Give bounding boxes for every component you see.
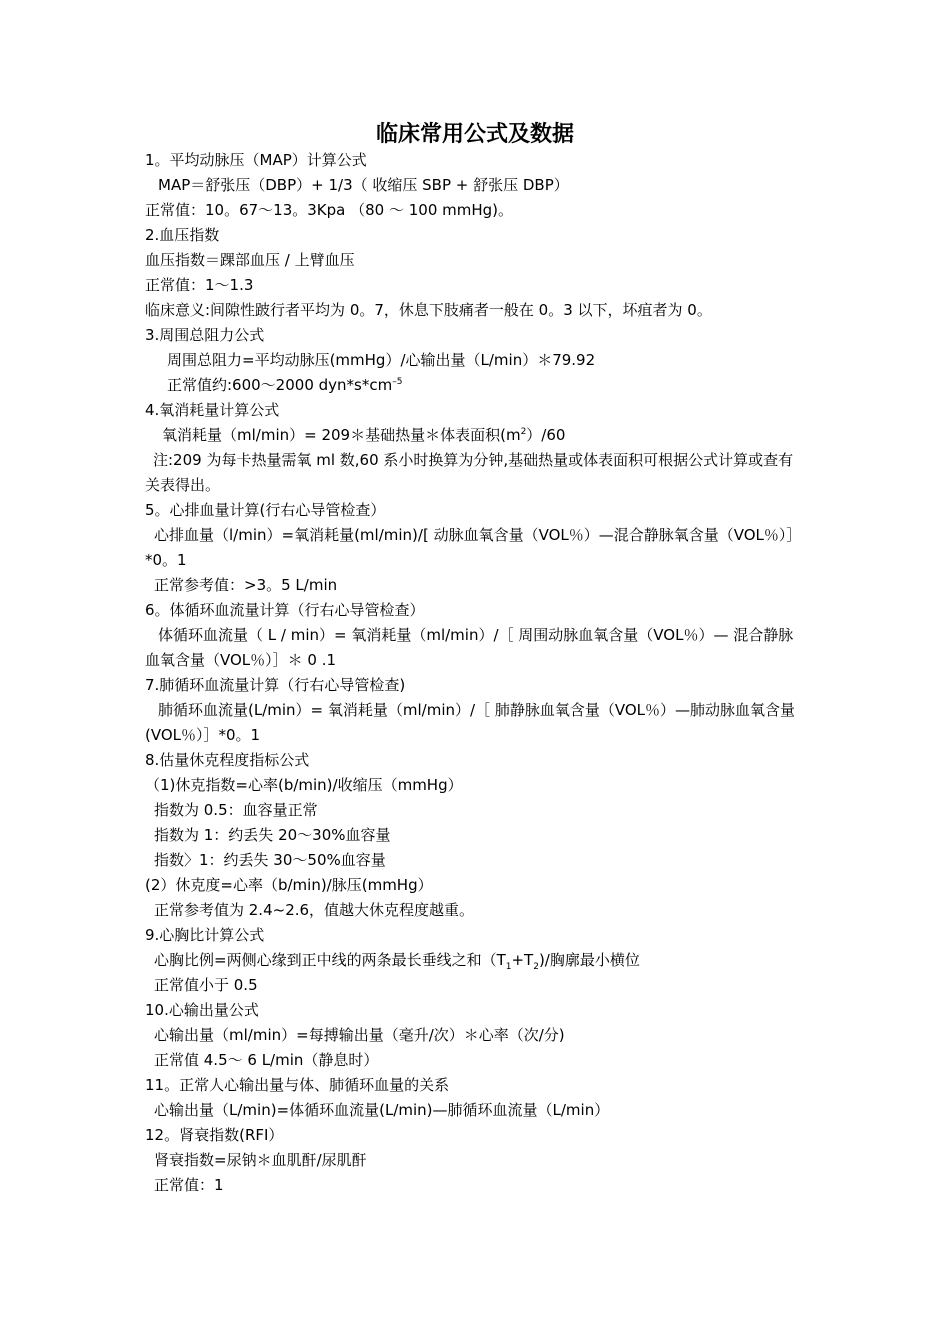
oxygen-consumption-formula xyxy=(145,423,805,448)
cardiac-output-normal: 正常值 4.5～ 6 L/min（静息时） xyxy=(154,1051,379,1069)
cardiac-output-formula: 心排血量（l/min）=氧消耗量(ml/min)/[ 动脉血氧含量（VOL％）—混合静脉氧含量（VOL％）］*0。1 xyxy=(145,526,802,569)
cardiac-output-reference: 正常参考值：>3。5 L/min xyxy=(154,576,338,594)
document-body xyxy=(145,148,805,1198)
oxygen-consumption-note: 注:209 为每卡热量需氧 ml 数,60 系小时换算为分钟,基础热量或体表面积可根据公式计算或查有关表得出。 xyxy=(145,451,794,494)
section-heading-2: 2.血压指数 xyxy=(145,226,220,244)
rfi-formula: 肾衰指数=尿钠＊血肌酐/尿肌酐 xyxy=(154,1151,367,1169)
cardiothoracic-ratio-normal: 正常值小于 0.5 xyxy=(154,976,258,994)
section-heading-3: 3.周围总阻力公式 xyxy=(145,326,265,344)
t1-subscript: 1 xyxy=(505,962,512,972)
map-normal-value: 正常值：10。67～13。3Kpa （80 ～ 100 mmHg)。 xyxy=(145,201,514,219)
shock-index-05: 指数为 0.5：血容量正常 xyxy=(154,801,318,819)
section-heading-12: 12。肾衰指数(RFI） xyxy=(145,1126,284,1144)
section-heading-10: 10.心输出量公式 xyxy=(145,1001,259,1019)
output-circulation-relation: 心输出量（L/min)=体循环血流量(L/min)—肺循环血流量（L/min） xyxy=(154,1101,610,1119)
resistance-normal-text: 正常值约:600～2000 dyn*s*cm xyxy=(167,376,393,394)
ctr-plus-t: +T xyxy=(511,951,534,969)
systemic-flow-formula: 体循环血流量（ L / min）= 氧消耗量（ml/min）/［ 周围动脉血氧含量（VOL％）— 混合静脉血氧含量（VOL％）］＊ 0 .1 xyxy=(145,626,794,669)
section-heading-11: 11。正常人心输出量与体、肺循环血量的关系 xyxy=(145,1076,450,1094)
resistance-formula: 周围总阻力=平均动脉压(mmHg）/心输出量（L/min）＊79.92 xyxy=(167,351,596,369)
map-formula: MAP＝舒张压（DBP）+ 1/3（ 收缩压 SBP + 舒张压 DBP） xyxy=(158,176,569,194)
oxygen-formula-tail: ）/60 xyxy=(526,426,566,444)
ctr-formula-tail: )/胸廓最小横位 xyxy=(538,951,640,969)
pulmonary-flow-formula: 肺循环血流量(L/min）= 氧消耗量（ml/min）/［ 肺静脉血氧含量（VOL％）—肺动脉血氧含量(VOL％）］*0。1 xyxy=(145,701,795,744)
shock-index-over-1: 指数〉1：约丢失 30～50%血容量 xyxy=(154,851,386,869)
section-heading-7: 7.肺循环血流量计算（行右心导管检查) xyxy=(145,676,406,694)
bp-index-clinical-meaning: 临床意义:间隙性跛行者平均为 0。7，休息下肢痛者一般在 0。3 以下，坏疽者为 0。 xyxy=(145,301,712,319)
section-heading-1: 1。平均动脉压（MAP）计算公式 xyxy=(145,151,367,169)
bp-index-formula: 血压指数＝踝部血压 / 上臂血压 xyxy=(145,251,355,269)
section-heading-6: 6。体循环血流量计算（行右心导管检查） xyxy=(145,601,425,619)
resistance-unit-exponent: –5 xyxy=(392,377,403,387)
shock-degree-formula: (2）休克度=心率（b/min)/脉压(mmHg） xyxy=(145,876,433,894)
section-heading-9: 9.心胸比计算公式 xyxy=(145,926,265,944)
cardiac-output-stroke-formula: 心输出量（ml/min）=每搏输出量（毫升/次）＊心率（次/分) xyxy=(154,1026,565,1044)
resistance-normal-value xyxy=(145,373,805,398)
section-heading-4: 4.氧消耗量计算公式 xyxy=(145,401,280,419)
oxygen-formula-text: 氧消耗量（ml/min）= 209＊基础热量＊体表面积(m xyxy=(162,426,521,444)
shock-index-1: 指数为 1：约丢失 20～30%血容量 xyxy=(154,826,391,844)
bp-index-normal-value: 正常值：1～1.3 xyxy=(145,276,254,294)
shock-index-formula: （1)休克指数=心率(b/min)/收缩压（mmHg） xyxy=(145,776,463,794)
section-heading-8: 8.估量休克程度指标公式 xyxy=(145,751,310,769)
section-heading-5: 5。心排血量计算(行右心导管检查） xyxy=(145,501,386,519)
rfi-normal-value: 正常值：1 xyxy=(154,1176,224,1194)
t2-subscript: 2 xyxy=(533,962,539,972)
page-title: 临床常用公式及数据 xyxy=(375,122,574,147)
cardiothoracic-ratio-formula xyxy=(145,948,805,973)
area-unit-exponent: 2 xyxy=(520,427,527,437)
shock-degree-reference: 正常参考值为 2.4~2.6，值越大休克程度越重。 xyxy=(154,901,475,919)
ctr-formula-text: 心胸比例=两侧心缘到正中线的两条最长垂线之和（T xyxy=(154,951,506,969)
